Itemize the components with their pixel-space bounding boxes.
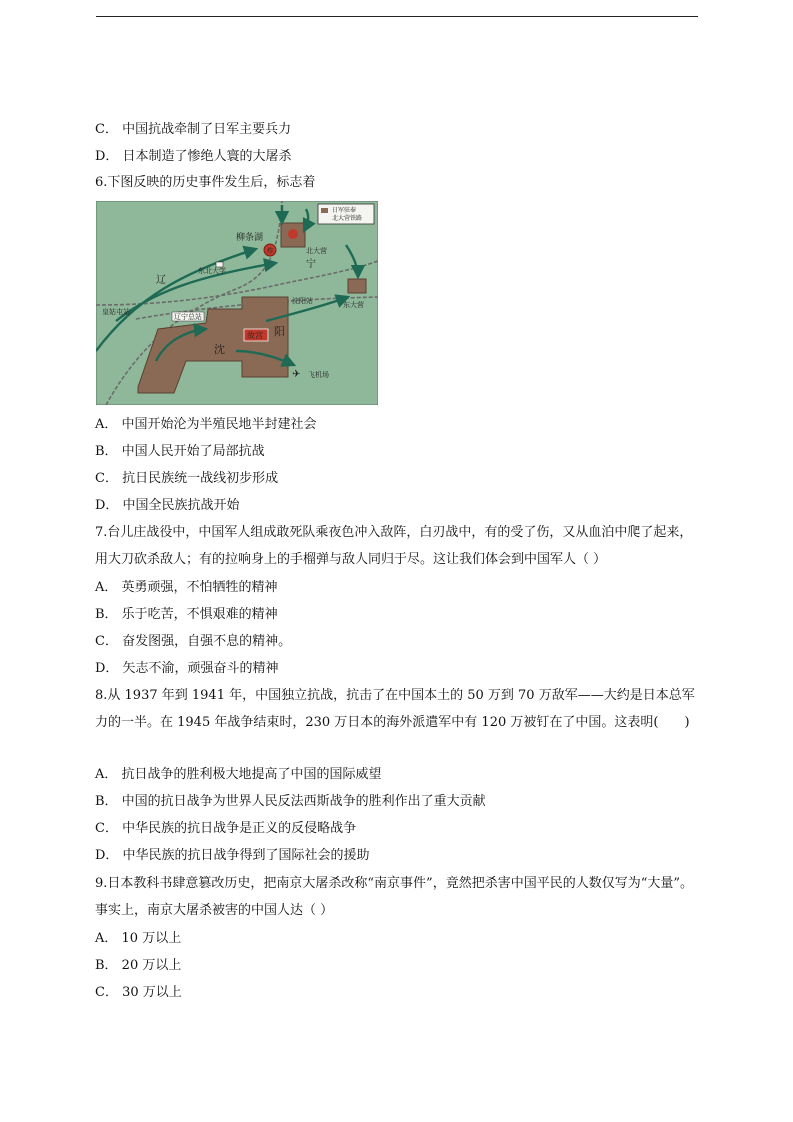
mukden-incident-map [96,201,378,405]
q8-option-c: C． 中华民族的抗日战争是正义的反侵略战争 [95,821,357,836]
marker-text: 炸 [266,247,274,255]
label-huanggutun-zhan: 皇姑屯站 [102,308,130,316]
header-rule [96,16,698,17]
label-liaoning-zongzhan: 辽宁总站 [174,313,202,321]
plane-icon: ✈ [292,369,301,380]
legend-line2: 北大营铁路 [332,215,363,222]
q5-option-d: D． 日本制造了惨绝人寰的大屠杀 [95,149,292,164]
q8-option-b: B． 中国的抗日战争为世界人民反法西斯战争的胜利作出了重大贡献 [95,794,486,809]
dongdaying-block [348,279,366,293]
q9-stem: 9.日本教科书肆意篡改历史，把南京大屠杀改称“南京事件”，竟然把杀害中国平民的人数仅写为“大量”。事实上，南京大屠杀被害的中国人达（ ） [95,876,693,918]
label-dongbei-daxue: 东北大学 [198,267,226,275]
q7-option-b: B． 乐于吃苦，不惧艰难的精神 [95,607,278,622]
q7-stem: 7.台儿庄战役中，中国军人组成敢死队乘夜色冲入敌阵，白刃战中，有的受了伤，又从血泊中爬了起来，用大刀砍杀敌人；有的拉响身上的手榴弹与敌人同归于尽。这让我们体会到中国军人（ ） [95,525,693,567]
q8-option-a: A． 抗日战争的胜利极大地提高了中国的国际威望 [95,767,382,782]
q7-option-d: D． 矢志不渝，顽强奋斗的精神 [95,661,279,676]
q9-option-c: C． 30 万以上 [95,985,182,1000]
map-background [96,201,378,405]
label-liutiaohu: 柳条湖 [236,233,264,243]
q8-stem: 8.从 1937 年到 1941 年，中国独立抗战，抗击了在中国本土的 50 万到 70 万敌军——大约是日本总军力的一半。在 1945 年战争结束时，230 万日本的海外派遣军中有 120 万被钉在了中国。这表明( ) [95,688,695,730]
q6-option-b: B． 中国人民开始了局部抗战 [95,444,265,459]
q9-option-a: A． 10 万以上 [95,931,182,946]
label-dongdaying: 东大营 [343,301,364,309]
q7-option-c: C． 奋发图强，自强不息的精神。 [95,634,292,649]
label-feijichang: 飞机场 [308,371,329,379]
label-beidaying: 北大营 [306,247,327,255]
label-yang: 阳 [274,325,285,338]
label-liao: 辽 [156,275,166,286]
q6-option-a: A． 中国开始沦为半殖民地半封建社会 [95,417,317,432]
q6-option-c: C． 抗日民族统一战线初步形成 [95,471,279,486]
q5-option-c: C． 中国抗战牵制了日军主要兵力 [95,122,292,137]
legend-line1: 日军驻奉 [332,207,357,214]
label-ning: 宁 [306,259,316,270]
q8-option-d: D． 中华民族的抗日战争得到了国际社会的援助 [95,848,370,863]
label-shenyang-zhan: 沈阳站 [292,297,313,305]
q6-option-d: D． 中国全民族抗战开始 [95,498,240,513]
label-gugong: 故宫 [247,331,263,340]
q9-option-b: B． 20 万以上 [95,958,182,973]
q7-option-a: A． 英勇顽强，不怕牺牲的精神 [95,580,278,595]
q6-stem: 6.下图反映的历史事件发生后，标志着 [95,175,316,190]
label-shen: 沈 [214,343,225,356]
